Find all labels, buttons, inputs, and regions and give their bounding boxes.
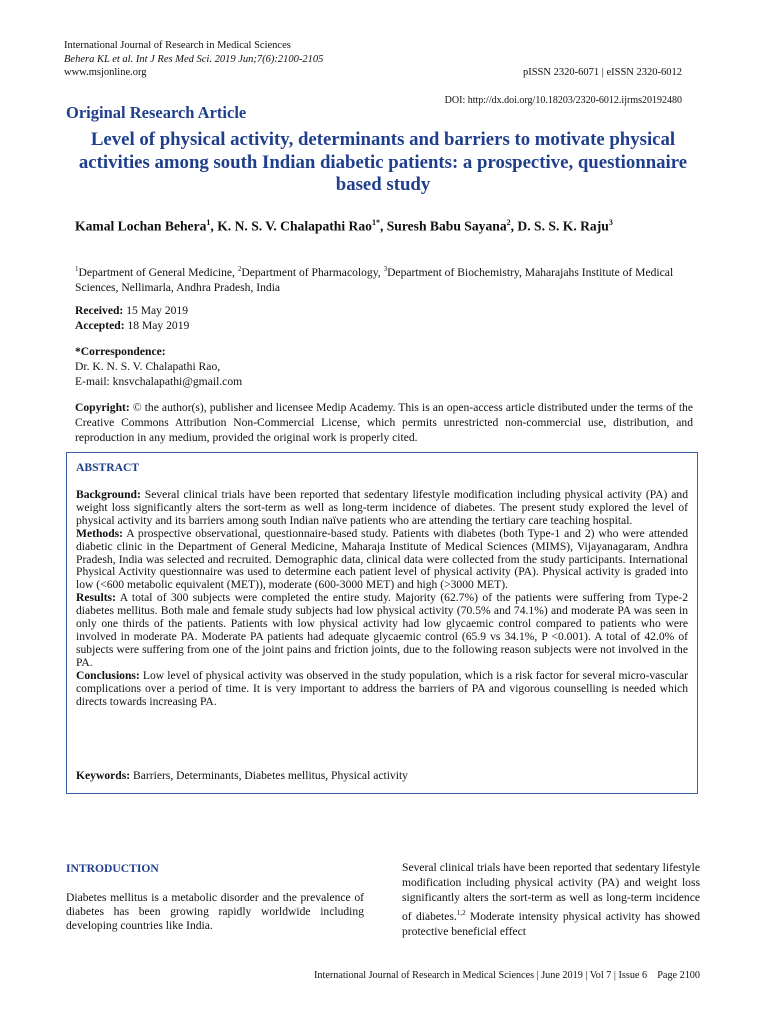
correspondence-email[interactable]: E-mail: knsvchalapathi@gmail.com — [75, 375, 243, 389]
journal-header — [64, 39, 323, 80]
introduction-column-2 — [402, 860, 700, 939]
keywords — [76, 769, 408, 782]
abstract-conclusions — [76, 670, 688, 709]
website-link[interactable]: www.msjonline.org — [64, 67, 147, 78]
article-title: Level of physical activity, determinants and barriers to motivate physical activities among south Indian diabetic patients: a prospective, questionnaire based study — [78, 129, 688, 195]
background-text: Several clinical trials have been reported that sedentary lifestyle modification including physical activity (PA) and weight loss significantly alters the sort-term as well as long-term incidence of diabetes. The present study explored the level of physical activity and its barriers among south Indian naïve patients who are attending the tertiary care teaching hospital. — [76, 488, 688, 527]
affiliations — [75, 262, 693, 295]
introduction-heading: INTRODUCTION — [66, 862, 159, 875]
introduction-column-1: Diabetes mellitus is a metabolic disorder and the prevalence of diabetes has been growing rapidly worldwide including developing countries like India. — [66, 891, 364, 932]
abstract-methods — [76, 528, 688, 593]
copyright-text: © the author(s), publisher and licensee Medip Academy. This is an open-access article distributed under the terms of the Creative Commons Attribution Non-Commercial License, which permits unrestricted non-commercial use, distribution, and reproduction in any medium, provided the original work is properly cited. — [75, 401, 693, 445]
intro-text: Several clinical trials have been reported that sedentary lifestyle modification including physical activity (PA) and weight loss significantly alters the sort-term as well as long-term incidence of diabetes. — [402, 861, 700, 923]
article-dates — [75, 303, 189, 333]
article-type: Original Research Article — [66, 103, 247, 122]
affiliation-text: Department of Pharmacology, — [241, 265, 384, 279]
doi-link[interactable]: DOI: http://dx.doi.org/10.18203/2320-6012.ijrms20192480 — [444, 95, 682, 106]
abstract-background — [76, 489, 688, 528]
results-label: Results: — [76, 591, 116, 605]
keywords-text: Barriers, Determinants, Diabetes mellitus, Physical activity — [130, 769, 408, 782]
author-name: D. S. S. K. Raju — [517, 218, 609, 234]
intro-text: Moderate intensity physical activity has showed protective beneficial effect — [402, 909, 700, 938]
conclusions-label: Conclusions: — [76, 668, 140, 682]
correspondence — [75, 344, 242, 390]
received-label: Received: — [75, 304, 124, 317]
citation-marker: 1,2 — [456, 908, 466, 917]
background-label: Background: — [76, 488, 141, 501]
received-date: 15 May 2019 — [123, 304, 189, 317]
journal-name: International Journal of Research in Medical Sciences — [64, 40, 291, 51]
conclusions-text: Low level of physical activity was observed in the study population, which is a risk factor for several micro-vascular complications over a period of time. It is very important to address the barriers of PA and vigorous counselling is needed which directs towards increasing PA. — [76, 668, 688, 708]
methods-text: A prospective observational, questionnaire-based study. Patients with diabetes (both Type-1 and 2) who were attended diabetic clinic in the Department of General Medicine, Maharaja Institute of Medical Sciences (MIMS), Vijayanagaram, Andhra Pradesh, India was selected and recruited. Demographic data, clinical data were collected from the study participants. International Physical Activity questionnaire was used to determine each patient level of physical activity (PA). Physical activity is graded into low (<600 metabolic equivalent (MET)), moderate (600-3000 MET) and high (>3000 MET). — [76, 526, 688, 592]
abstract-body — [76, 489, 688, 708]
affiliation-mark: 3 — [383, 265, 388, 273]
author-affiliation-mark: 1 — [206, 218, 211, 227]
abstract-box — [66, 452, 698, 794]
author-list: Kamal Lochan Behera$^1$, K. N. S. V. Chalapathi Rao$^{1*}$, Suresh Babu Sayana$^2$, D. S. S. K. Raju$^3$ — [75, 218, 613, 234]
author-affiliation-mark: 1* — [371, 218, 380, 227]
affiliation-text: Department of Biochemistry, Maharajahs Institute of Medical Sciences, Nellimarla, Andhra Pradesh, India — [75, 265, 674, 295]
results-text: A total of 300 subjects were completed the entire study. Majority (62.7%) of the patients were suffering from Type-2 diabetes mellitus. Both male and female study subjects had low physical activity (70.5% and 74.1%) and moderate PA was seen in only one thirds of the patients. Patients with low physical activity had low glycaemic control compared to patients who were involved in moderate PA. Moderate PA patients had adequate glycaemic control (65.9 vs 34.1%, P <0.001). A total of 42.0% of subjects were suffering from one of the joint pains and friction joints, due to the following reason subjects were not involved in the PA. — [76, 591, 688, 669]
affiliation-mark: 1 — [75, 265, 79, 273]
affiliation-text: Department of General Medicine, — [78, 265, 238, 279]
correspondence-label: *Correspondence: — [75, 345, 166, 358]
keywords-label: Keywords: — [76, 769, 131, 782]
accepted-label: Accepted: — [75, 319, 125, 333]
accepted-date: 18 May 2019 — [124, 319, 190, 333]
author-affiliation-mark: 2 — [506, 218, 511, 227]
issn: pISSN 2320-6071 | eISSN 2320-6012 — [522, 67, 682, 78]
author-name: K. N. S. V. Chalapathi Rao — [217, 218, 372, 234]
page-footer: International Journal of Research in Medical Sciences | June 2019 | Vol 7 | Issue 6 Page 2100 — [314, 970, 700, 981]
correspondence-name: Dr. K. N. S. V. Chalapathi Rao, — [75, 360, 221, 374]
abstract-results — [76, 592, 688, 669]
citation: Behera KL et al. Int J Res Med Sci. 2019 Jun;7(6):2100-2105 — [64, 53, 324, 65]
copyright-label: Copyright: — [75, 401, 130, 414]
abstract-heading: ABSTRACT — [76, 461, 140, 474]
copyright-notice — [75, 400, 693, 446]
methods-label: Methods: — [76, 526, 124, 540]
author-affiliation-mark: 3 — [608, 218, 613, 227]
author-name: Kamal Lochan Behera — [75, 218, 207, 234]
affiliation-mark: 2 — [237, 265, 242, 273]
author-name: Suresh Babu Sayana — [386, 218, 507, 234]
